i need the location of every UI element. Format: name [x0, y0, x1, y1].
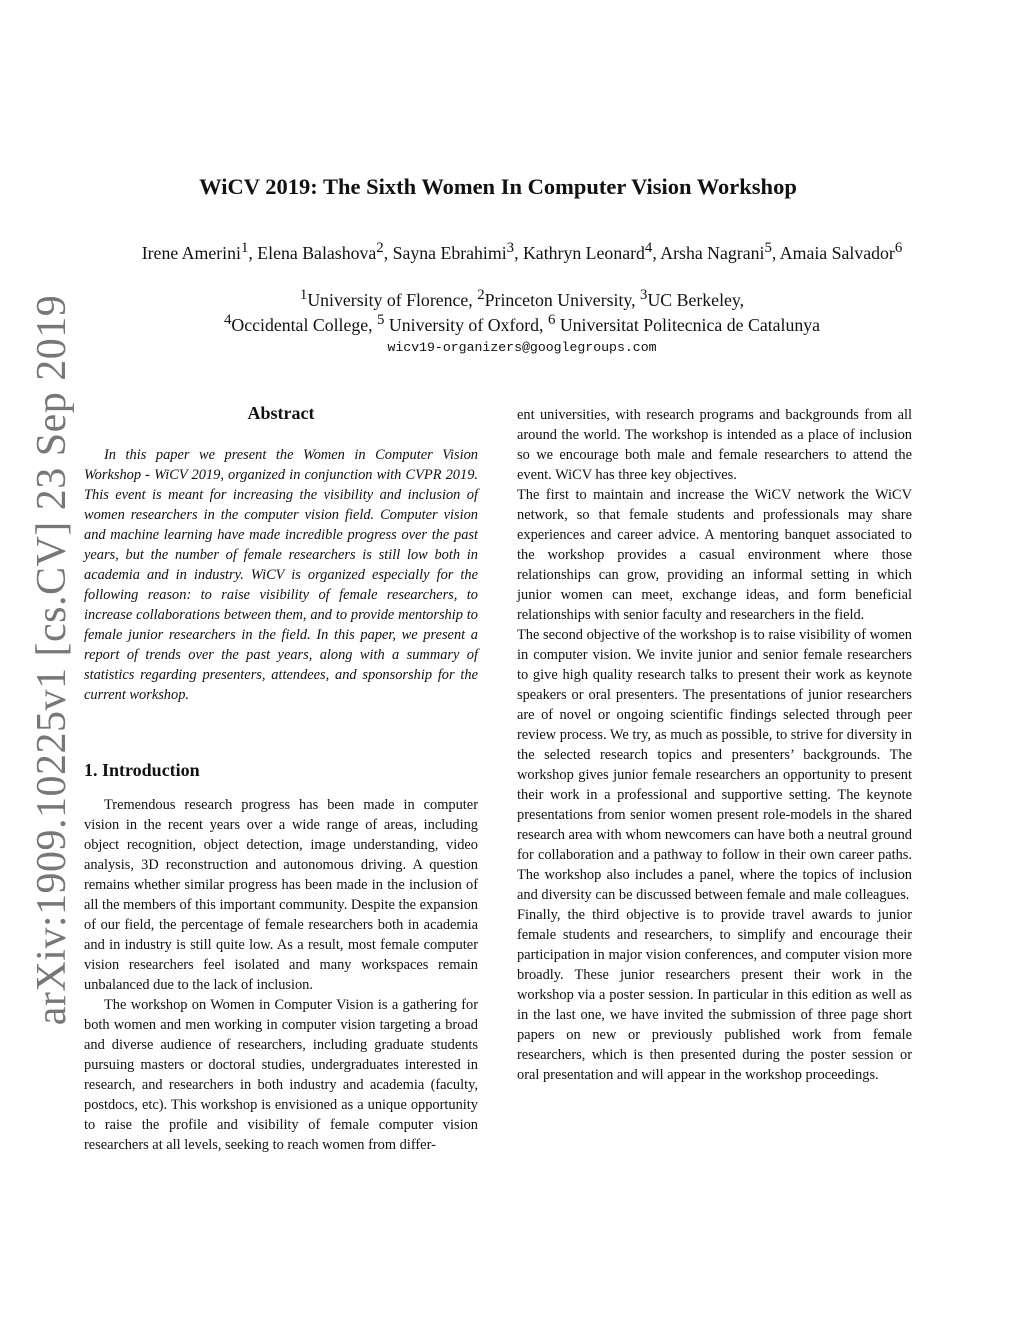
author-name: Irene Amerini — [141, 242, 241, 263]
paragraph: Finally, the third objective is to provide travel awards to junior female students and researchers, to simplify and encourage their participation in major vision conferences, and computer vision more broadly. These junior researchers present their work in the workshop via a poster session. In particular in this edition as well as in the last one, we have invited the submission of three page short papers on new or previously published work from female researchers, which is then presented during the poster session or oral presentation and will appear in the workshop proceedings. — [517, 907, 912, 1083]
affiliation-name: Princeton University, — [484, 289, 636, 310]
author-affiliation-mark: 5 — [764, 240, 772, 256]
paper-title: WiCV 2019: The Sixth Women In Computer Vision Workshop — [199, 174, 797, 199]
author-name: Arsha Nagrani — [660, 242, 765, 263]
affiliation-name: University of Oxford, — [388, 314, 544, 335]
paragraph: The workshop on Women in Computer Vision is a gathering for both women and men working in computer vision targeting a broad and diverse audience of researchers, including graduate students pursuing masters or doctoral studies, undergraduates interested in research, and researchers in both industry and academia (faculty, postdocs, etc). This workshop is envisioned as a unique opportunity to raise the profile and visibility of female computer vision researchers at all levels, seeking to reach women from differ- — [84, 997, 478, 1153]
author-name: Amaia Salvador — [779, 242, 895, 263]
author-name: Sayna Ebrahimi — [392, 242, 507, 263]
affiliation-mark: 2 — [477, 287, 485, 303]
introduction-body — [84, 795, 478, 1155]
affiliation-name: University of Florence, — [307, 289, 473, 310]
affiliation-name: Occidental College, — [231, 314, 373, 335]
author-affiliation-mark: 2 — [376, 240, 384, 256]
abstract-text: In this paper we present the Women in Computer Vision Workshop - WiCV 2019, organized in conjunction with CVPR 2019. This event is meant for increasing the visibility and inclusion of women researchers in the computer vision field. Computer vision and machine learning have made incredible progress over the past years, but the number of female researchers is still low both in academia and in industry. WiCV is organized especially for the following reason: to raise visibility of female researchers, to increase collaborations between them, and to provide mentorship to female junior researchers in the field. In this paper, we present a report of trends over the past years, along with a summary of statistics regarding presenters, attendees, and sponsorship for the current workshop. — [84, 447, 478, 703]
author-affiliation-mark: 6 — [894, 240, 903, 256]
paragraph: The second objective of the workshop is to raise visibility of women in computer vision. We invite junior and senior female researchers to give high quality research talks to present their work as keynote speakers or oral presenters. The presentations of junior researchers are of novel or ongoing scientific findings selected through peer review process. We try, as much as possible, to strive for diversity in the selected research topics and presenters’ backgrounds. The workshop gives junior female researchers an opportunity to present their work in a professional and supportive setting. The keynote presentations from senior women present role-models in the shared research area with whom newcomers can have both a neutral ground for collaboration and a pathway to follow in their own career paths. The workshop also includes a panel, where the topics of inclusion and diversity can be discussed between female and male colleagues. — [517, 627, 912, 903]
author-name: Elena Balashova — [257, 242, 377, 263]
paragraph: The first to maintain and increase the WiCV network the WiCV network, so that female students and professionals may share experiences and career advice. A mentoring banquet associated to the workshop provides a casual environment where those relationships can grow, providing an informal setting in which junior women can meet, exchange ideas, and form beneficial relationships with senior faculty and researchers in the field. — [517, 487, 912, 623]
author-affiliation-mark: 4 — [644, 240, 653, 256]
paragraph: Tremendous research progress has been made in computer vision in the recent years over a wide range of areas, including object recognition, object detection, image understanding, video analysis, 3D reconstruction and autonomous driving. A question remains whether similar progress has been made in the inclusion of all the members of this important community. Despite the expansion of our field, the percentage of female researchers both in academia and in industry is still quite low. As a result, most female computer vision researchers feel isolated and many workspaces remain unbalanced due to the lack of inclusion. — [84, 797, 478, 993]
affiliations-line-1 — [0, 287, 1024, 311]
arxiv-identifier-stamp: arXiv:1909.10225v1 [cs.CV] 23 Sep 2019 — [29, 294, 75, 1026]
affiliation-mark: 6 — [547, 312, 556, 328]
right-column — [517, 405, 912, 1085]
affiliations-line-2 — [0, 312, 1024, 336]
author-name: Kathryn Leonard — [522, 242, 645, 263]
affiliation-mark: 3 — [640, 287, 648, 303]
affiliation-name: Universitat Politecnica de Catalunya — [559, 314, 821, 335]
affiliation-mark: 4 — [223, 312, 232, 328]
introduction-heading: 1. Introduction — [84, 760, 200, 780]
contact-email: wicv19-organizers@googlegroups.com — [387, 340, 657, 355]
author-affiliation-mark: 1 — [240, 240, 249, 256]
abstract-heading: Abstract — [247, 403, 315, 423]
affiliation-name: UC Berkeley, — [647, 289, 745, 310]
paragraph: ent universities, with research programs and backgrounds from all around the world. The workshop is intended as a place of inclusion so we encourage both male and female researchers to attend the event. WiCV has three key objectives. — [517, 407, 912, 483]
author-list: Irene Amerini$^1$, Elena Balashova$^2$, Sayna Ebrahimi$^3$, Kathryn Leonard$^4$, Arsha Nagrani$^5$, Amaia Salvador$^6$ — [141, 240, 903, 263]
affiliation-mark: 1 — [299, 287, 308, 303]
author-affiliation-mark: 3 — [506, 240, 515, 256]
affiliation-mark: 5 — [377, 312, 385, 328]
